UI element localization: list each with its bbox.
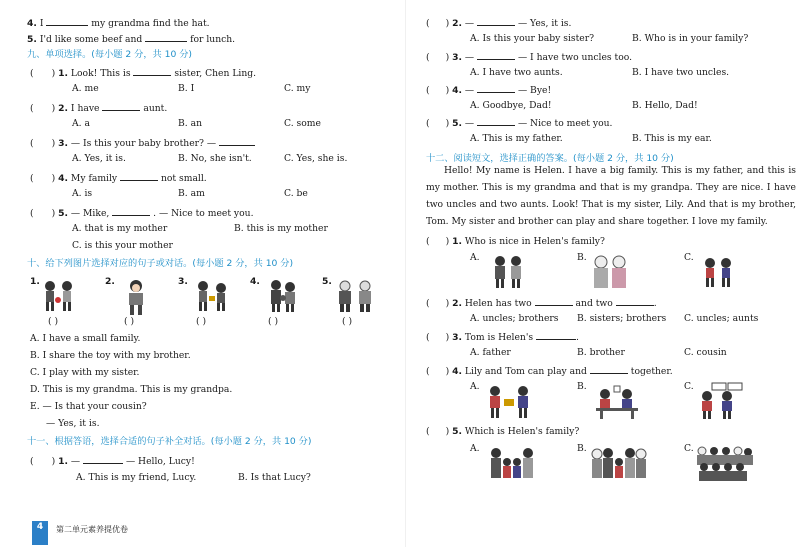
reading-passage: Hello! My name is Helen. I have a big family. This is my father, and this is my mother. This is my grandma and that is my grandpa. They are nice. I have two uncles and two aunts. Look! That is my sister, Lily. And that is my brother, Tom. My sister and brother can play and share together. I love my family.	[426, 165, 796, 227]
family-of-four-picture	[488, 446, 536, 480]
answer-blank[interactable]	[219, 136, 255, 146]
section-9-title: 九、单项选择。(每小题 2 分，共 10 分)	[27, 49, 193, 60]
paren-close: )	[445, 52, 450, 63]
paren-open: (	[30, 208, 34, 219]
s11-q1: ( ) 1. — — Hello, Lucy!	[30, 456, 195, 467]
option-a: A. I have two aunts.	[470, 67, 563, 78]
s12-q2-b: B. sisters; brothers	[577, 313, 667, 324]
answer-blank[interactable]	[46, 16, 88, 26]
s12-q1-b: B.	[577, 252, 587, 263]
fill-q4: 4. I my grandma find the hat.	[27, 18, 210, 29]
question-number: 3.	[452, 52, 462, 63]
page-number: 4	[36, 522, 44, 532]
paren-close: )	[51, 173, 56, 184]
pic-answer-3[interactable]: ( )	[196, 316, 207, 327]
s11-q2	[426, 16, 571, 30]
option-a: A. Goodbye, Dad!	[470, 100, 552, 111]
option-c: C. some	[284, 118, 321, 129]
pic-num-5: 5.	[322, 276, 332, 287]
option-c: C. I play with my sister.	[30, 367, 140, 378]
option-b: B. an	[178, 118, 202, 129]
option-e-reply: — Yes, it is.	[46, 418, 100, 429]
paren-close: )	[51, 138, 56, 149]
s12-q3-a: A. father	[470, 347, 511, 358]
s12-q5-a: A.	[470, 443, 480, 454]
answer-blank[interactable]	[535, 296, 573, 306]
s12-q1: ( ) 1. Who is nice in Helen's family?	[426, 236, 605, 247]
answer-blank[interactable]	[477, 83, 515, 93]
siblings-sharing-picture	[194, 278, 230, 314]
option-b: B. I have two uncles.	[632, 67, 730, 78]
question-text-end: . — Nice to meet you.	[153, 208, 254, 219]
s11-q5	[426, 116, 612, 130]
answer-blank[interactable]	[102, 101, 140, 111]
question-text-end: sister, Chen Ling.	[174, 68, 257, 79]
option-b: B. this is my mother	[234, 223, 328, 234]
answer-blank[interactable]	[83, 454, 123, 464]
question-text: — Mike,	[70, 208, 110, 219]
s12-q5: ( ) 5. Which is Helen's family?	[426, 426, 580, 437]
page-fold	[405, 0, 406, 547]
paren-open: (	[426, 118, 430, 129]
paren-open: (	[30, 138, 34, 149]
kids-sharing-picture	[486, 384, 532, 420]
question-number: 5.	[58, 208, 68, 219]
answer-blank[interactable]	[477, 16, 515, 26]
pic-num-4: 4.	[250, 276, 260, 287]
option-c: C. is this your mother	[72, 240, 173, 251]
paren-open: (	[30, 103, 34, 114]
s12-q1-c: C.	[684, 252, 694, 263]
paren-close: )	[445, 18, 450, 29]
fill-q5: 5. I'd like some beef and for lunch.	[27, 34, 236, 45]
answer-blank[interactable]	[120, 171, 158, 181]
option-a: A. is	[72, 188, 93, 199]
footer-title: 第二单元素养提优卷	[56, 525, 128, 534]
answer-blank[interactable]	[133, 66, 171, 76]
s12-q3-b: B. brother	[577, 347, 625, 358]
option-b: B. This is my ear.	[632, 133, 712, 144]
question-text: — Is this your baby brother? —	[70, 138, 217, 149]
answer-blank[interactable]	[477, 50, 515, 60]
option-a: A. Is this your baby sister?	[470, 33, 595, 44]
answer-blank[interactable]	[112, 206, 150, 216]
question-text: I have	[70, 103, 100, 114]
s12-q4-a: A.	[470, 381, 480, 392]
s9-q4	[30, 171, 207, 185]
paren-close: )	[51, 103, 56, 114]
kids-at-table-picture	[594, 384, 640, 420]
paren-open: (	[426, 18, 430, 29]
paren-close: )	[445, 85, 450, 96]
question-number: 1.	[58, 68, 68, 79]
s12-q2-c: C. uncles; aunts	[684, 313, 759, 324]
paren-close: )	[445, 118, 450, 129]
s12-q5-b: B.	[577, 443, 587, 454]
pic-answer-4[interactable]: ( )	[268, 316, 279, 327]
dash: —	[464, 52, 475, 63]
reply-text: — Bye!	[517, 85, 552, 96]
option-c: C. be	[284, 188, 308, 199]
option-c: C. Yes, she is.	[284, 153, 348, 164]
s9-q5	[30, 206, 254, 220]
s9-q3	[30, 136, 255, 150]
question-number: 4.	[452, 85, 462, 96]
s12-q1-a: A.	[470, 252, 480, 263]
s11-q1-option-b: B. Is that Lucy?	[238, 472, 311, 483]
answer-blank[interactable]	[145, 32, 187, 42]
question-number: 3.	[58, 138, 68, 149]
option-a: A. Yes, it is.	[72, 153, 126, 164]
reply-text: — Yes, it is.	[517, 18, 572, 29]
s12-q4-b: B.	[577, 381, 587, 392]
dash: —	[464, 118, 475, 129]
pic-answer-5[interactable]: ( )	[342, 316, 353, 327]
option-c: C. my	[284, 83, 311, 94]
paren-open: (	[426, 52, 430, 63]
s9-q2	[30, 101, 167, 115]
answer-blank[interactable]	[616, 296, 654, 306]
option-a: A. I have a small family.	[30, 333, 141, 344]
pic-num-1: 1.	[30, 276, 40, 287]
kids-talking-picture	[696, 382, 746, 420]
option-a: A. a	[72, 118, 90, 129]
option-b: B. am	[178, 188, 205, 199]
s12-q2: ( ) 2. Helen has two and two .	[426, 298, 657, 309]
s9-q1	[30, 66, 256, 80]
option-a: A. that is my mother	[72, 223, 168, 234]
option-a: A. me	[72, 83, 99, 94]
s12-q5-c: C.	[684, 443, 694, 454]
answer-blank[interactable]	[477, 116, 515, 126]
siblings-option-picture	[700, 255, 736, 289]
paren-close: )	[51, 208, 56, 219]
section-11-title: 十一、根据答语，选择合适的句子补全对话。(每小题 2 分，共 10 分)	[27, 436, 312, 447]
s11-q1-option-a: A. This is my friend, Lucy.	[76, 472, 197, 483]
s11-q4	[426, 83, 551, 97]
grandparents-picture	[334, 278, 378, 314]
option-b: B. Hello, Dad!	[632, 100, 698, 111]
reply-text: — Nice to meet you.	[517, 118, 613, 129]
small-family-picture	[266, 278, 302, 314]
pic-answer-2[interactable]: ( )	[124, 316, 135, 327]
pic-num-3: 3.	[178, 276, 188, 287]
parents-picture	[490, 255, 526, 289]
section-12-title: 十二、阅读短文，选择正确的答案。(每小题 2 分，共 10 分)	[426, 153, 674, 164]
answer-blank[interactable]	[590, 364, 628, 374]
s12-q3-c: C. cousin	[684, 347, 727, 358]
option-a: A. This is my father.	[470, 133, 563, 144]
option-b: B. I share the toy with my brother.	[30, 350, 191, 361]
question-number: 2.	[58, 103, 68, 114]
question-number: 2.	[452, 18, 462, 29]
s12-q3: ( ) 3. Tom is Helen's .	[426, 332, 579, 343]
section-10-title: 十、给下列图片选择对应的句子或对话。(每小题 2 分，共 10 分)	[27, 258, 294, 269]
dash: —	[464, 18, 475, 29]
dash: —	[464, 85, 475, 96]
option-b: B. I	[178, 83, 195, 94]
option-d: D. This is my grandma. This is my grandpa.	[30, 384, 233, 395]
question-text-end: aunt.	[143, 103, 168, 114]
reply-text: — I have two uncles too.	[517, 52, 633, 63]
paren-open: (	[30, 68, 34, 79]
paren-open: (	[426, 85, 430, 96]
kids-playing-picture	[40, 278, 76, 314]
paren-close: )	[51, 68, 56, 79]
s12-q2-a: A. uncles; brothers	[470, 313, 559, 324]
s11-q3	[426, 50, 632, 64]
option-e: E. — Is that your cousin?	[30, 401, 147, 412]
question-number: 4.	[58, 173, 68, 184]
grandparents-option-picture	[590, 255, 630, 289]
question-text: My family	[70, 173, 118, 184]
s12-q4-c: C.	[684, 381, 694, 392]
question-text-end: not small.	[160, 173, 207, 184]
big-family-picture	[694, 446, 754, 482]
question-text: Look! This is	[70, 68, 131, 79]
pic-num-2: 2.	[105, 276, 115, 287]
answer-blank[interactable]	[536, 330, 576, 340]
option-b: B. No, she isn't.	[178, 153, 252, 164]
option-b: B. Who is in your family?	[632, 33, 749, 44]
pic-answer-1[interactable]: ( )	[48, 316, 59, 327]
s12-q4: ( ) 4. Lily and Tom can play and together.	[426, 366, 673, 377]
paren-open: (	[30, 173, 34, 184]
question-number: 5.	[452, 118, 462, 129]
boy-picture	[124, 278, 148, 316]
family-of-six-picture	[590, 446, 648, 480]
